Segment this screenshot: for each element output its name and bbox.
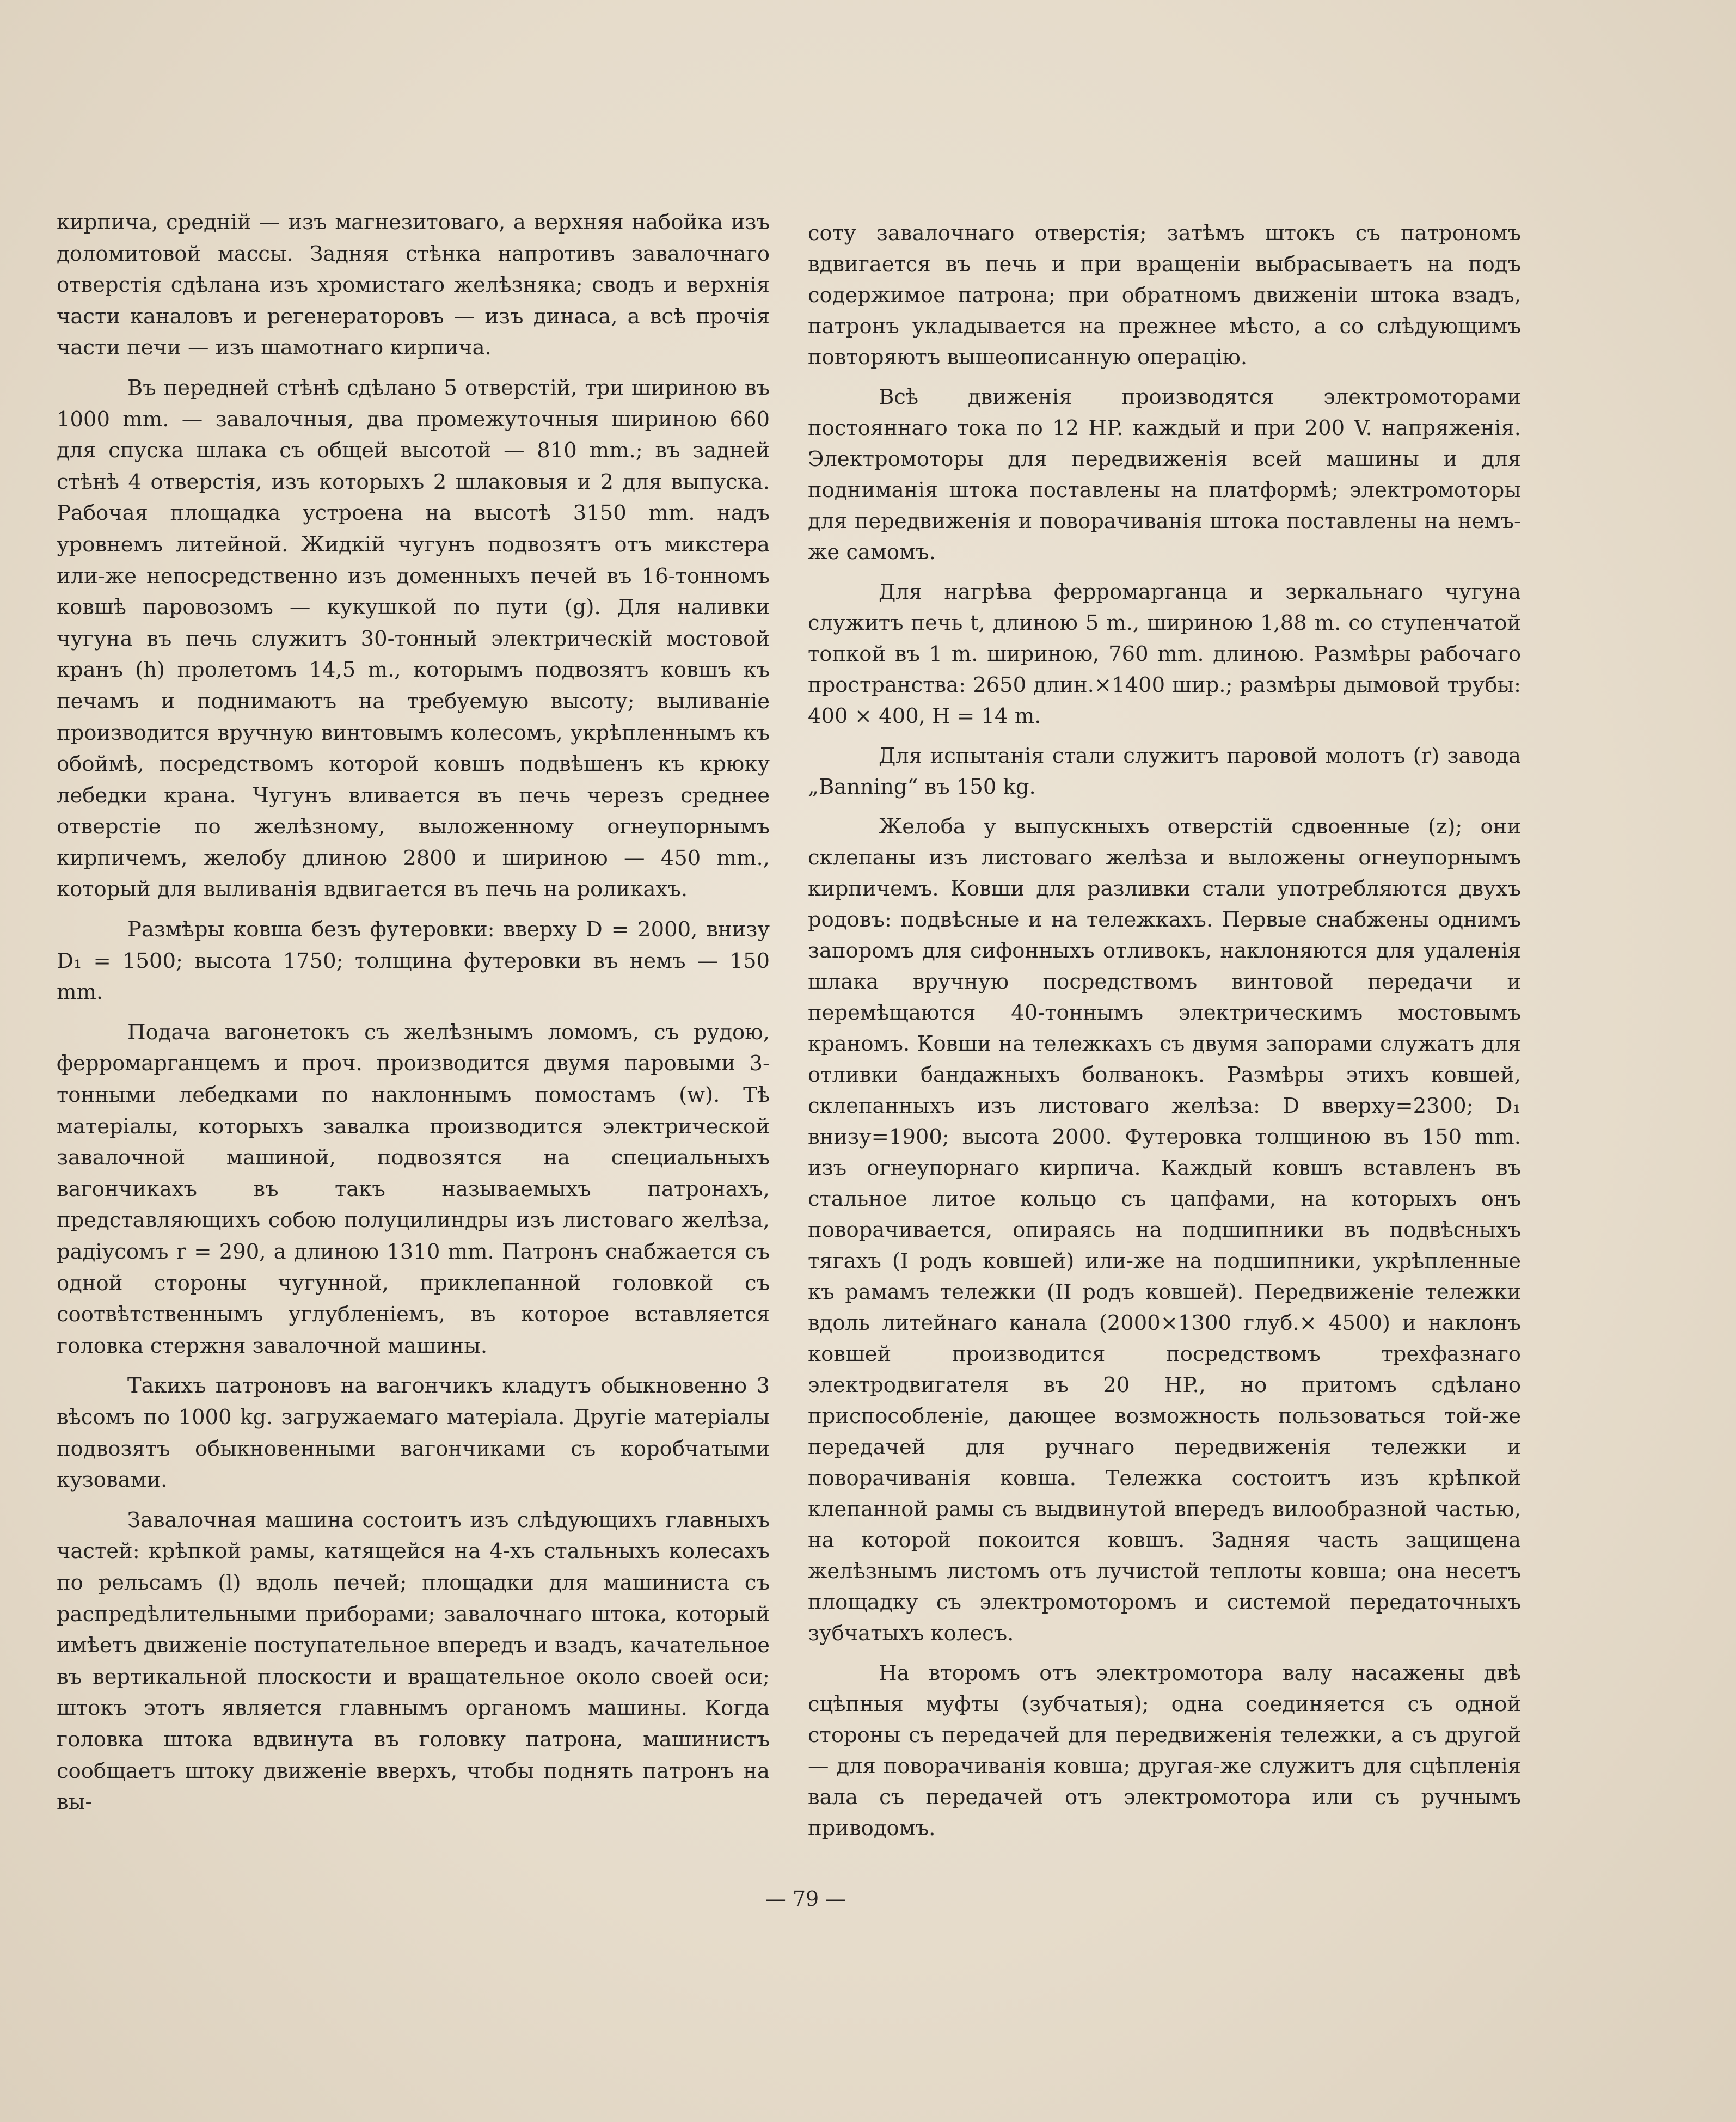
left-text-column xyxy=(57,207,770,1827)
paragraph: На второмъ отъ электромотора валу насажены двѣ сцѣпныя муфты (зубчатыя); одна соединяется съ одной стороны съ передачей для передвиженiя тележки, а съ другой — для поворачиванiя ковша; другая-же служитъ для сцѣпленiя вала съ передачей отъ электромотора или съ ручнымъ приводомъ. xyxy=(808,1661,1521,1841)
paragraph: Желоба у выпускныхъ отверстiй сдвоенные (z); они склепаны изъ листоваго желѣза и выложены огнеупорнымъ кирпичемъ. Ковши для разливки стали употребляются двухъ родовъ: подвѣсные и на тележкахъ. Первые снабжены однимъ запоромъ для сифонныхъ отливокъ, наклоняются для удаленiя шлака вручную посредствомъ винтовой передачи и перемѣщаются 40-тоннымъ электрическимъ мостовымъ краномъ. Ковши на тележкахъ съ двумя запорами служатъ для отливки бандажныхъ болванокъ. Размѣры этихъ ковшей, склепанныхъ изъ листоваго желѣза: D вверху=2300; D₁ внизу=1900; высота 2000. Футеровка толщиною въ 150 mm. изъ огнеупорнаго кирпича. Каждый ковшъ вставленъ въ стальное литое кольцо съ цапфами, на которыхъ онъ поворачивается, опираясь на подшипники въ подвѣсныхъ тягахъ (I родъ ковшей) или-же на подшипники, укрѣпленные къ рамамъ тележки (II родъ ковшей). Передвиженiе тележки вдоль литейнаго канала (2000×1300 глуб.× 4500) и наклонъ ковшей производится посредствомъ трехфазнаго электродвигателя въ 20 HP., но притомъ сдѣлано приспособленiе, дающее возможность пользоваться той-же передачей для ручнаго передвиженiя тележки и поворачиванiя ковша. Тележка состоитъ изъ крѣпкой клепанной рамы съ выдвинутой впередъ вилообразной частью, на которой покоится ковшъ. Задняя часть защищена желѣзнымъ листомъ отъ лучистой теплоты ковша; она несетъ площадку съ электромоторомъ и системой передаточныхъ зубчатыхъ колесъ. xyxy=(808,814,1521,1646)
paragraph: Для нагрѣва ферромарганца и зеркальнаго чугуна служитъ печь t, длиною 5 m., шириною 1,88 m. со ступенчатой топкой въ 1 m. шириною, 760 mm. длиною. Размѣры рабочаго пространства: 2650 длин.×1400 шир.; размѣры дымовой трубы: 400 × 400, H = 14 m. xyxy=(808,580,1521,728)
paragraph: Всѣ движенiя производятся электромоторами постояннаго тока по 12 HP. каждый и при 200 V. напряженiя. Электромоторы для передвиженiя всей машины и для подниманiя штока поставлены на платформѣ; электромоторы для передвиженiя и поворачиванiя штока поставлены на немъ-же самомъ. xyxy=(808,385,1521,565)
page-number: — 79 — xyxy=(765,1887,846,1911)
paragraph: соту завалочнаго отверстiя; затѣмъ штокъ съ патрономъ вдвигается въ печь и при вращенiи выбрасываетъ на подъ содержимое патрона; при обратномъ движенiи штока взадъ, патронъ укладывается на прежнее мѣсто, а со слѣдующимъ повторяютъ вышеописанную операцiю. xyxy=(808,221,1521,370)
paragraph: Размѣры ковша безъ футеровки: вверху D = 2000, внизу D₁ = 1500; высота 1750; толщина футеровки въ немъ — 150 mm. xyxy=(57,917,770,1005)
paragraph: кирпича, среднiй — изъ магнезитоваго, а верхняя набойка изъ доломитовой массы. Задняя стѣнка напротивъ завалочнаго отверстiя сдѣлана изъ хромистаго желѣзняка; сводъ и верхнiя части каналовъ и регенераторовъ — изъ динаса, а всѣ прочiя части печи — изъ шамотнаго кирпича. xyxy=(57,210,770,360)
right-text-column xyxy=(808,218,1521,1853)
paragraph: Для испытанiя стали служитъ паровой молотъ (r) завода „Banning“ въ 150 kg. xyxy=(808,744,1521,799)
paragraph: Такихъ патроновъ на вагончикъ кладутъ обыкновенно 3 вѣсомъ по 1000 kg. загружаемаго матерiала. Другiе матерiалы подвозятъ обыкновенными вагончиками съ коробчатыми кузовами. xyxy=(57,1373,770,1493)
paragraph: Въ передней стѣнѣ сдѣлано 5 отверстiй, три шириною въ 1000 mm. — завалочныя, два промежуточныя шириною 660 для спуска шлака съ общей высотой — 810 mm.; въ задней стѣнѣ 4 отверстiя, изъ которыхъ 2 шлаковыя и 2 для выпуска. Рабочая площадка устроена на высотѣ 3150 mm. надъ уровнемъ литейной. Жидкiй чугунъ подвозятъ отъ микстера или-же непосредственно изъ доменныхъ печей въ 16-тонномъ ковшѣ паровозомъ — кукушкой по пути (g). Для наливки чугуна въ печь служитъ 30-тонный электрическiй мостовой кранъ (h) пролетомъ 14,5 m., которымъ подвозятъ ковшъ къ печамъ и поднимаютъ на требуемую высоту; выливанiе производится вручную винтовымъ колесомъ, укрѣпленнымъ къ обоймѣ, посредствомъ которой ковшъ подвѣшенъ къ крюку лебедки крана. Чугунъ вливается въ печь черезъ среднее отверстiе по желѣзному, выложенному огнеупорнымъ кирпичемъ, желобу длиною 2800 и шириною — 450 mm., который для выливанiя вдвигается въ печь на роликахъ. xyxy=(57,375,770,902)
paragraph: Завалочная машина состоитъ изъ слѣдующихъ главныхъ частей: крѣпкой рамы, катящейся на 4-хъ стальныхъ колесахъ по рельсамъ (l) вдоль печей; площадки для машиниста съ распредѣлительными приборами; завалочнаго штока, который имѣетъ движенiе поступательное впередъ и взадъ, качательное въ вертикальной плоскости и вращательное около своей оси; штокъ этотъ является главнымъ органомъ машины. Когда головка штока вдвинута въ головку патрона, машинистъ сообщаетъ штоку движенiе вверхъ, чтобы поднять патронъ на вы- xyxy=(57,1507,770,1815)
paragraph: Подача вагонетокъ съ желѣзнымъ ломомъ, съ рудою, ферромарганцемъ и проч. производится двумя паровыми 3-тонными лебедками по наклоннымъ помостамъ (w). Тѣ матерiалы, которыхъ завалка производится электрической завалочной машиной, подвозятся на специальныхъ вагончикахъ въ такъ называемыхъ патронахъ, представляющихъ собою полуцилиндры изъ листоваго желѣза, радiусомъ r = 290, а длиною 1310 mm. Патронъ снабжается съ одной стороны чугунной, приклепанной головкой съ соотвѣтственнымъ углубленiемъ, въ которое вставляется головка стержня завалочной машины. xyxy=(57,1020,770,1358)
